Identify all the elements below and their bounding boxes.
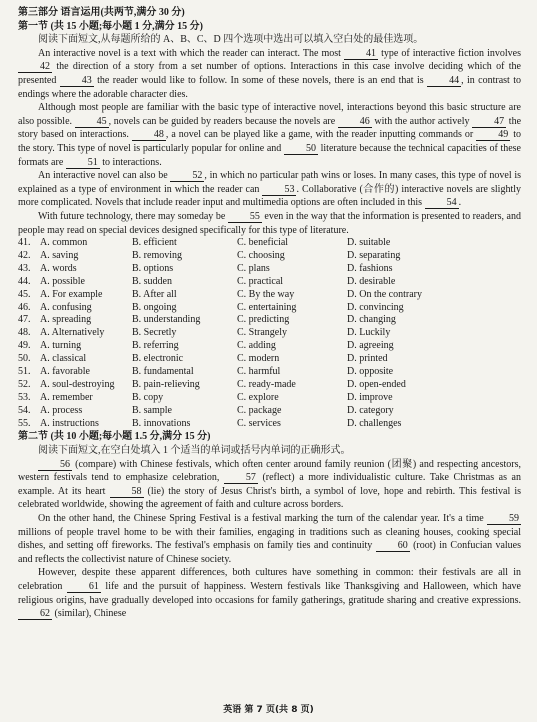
passage2-paragraph-3: However, despite these apparent differences, both cultures have something in common: their festivals are all in celebration 61 life and the pursuit of happiness. Western festivals like Thanksgiving and Halloween, which have religious origins, have gradually developed into occasions for family gatherings, gratitude sharing and creative expressions. 62 (similar), Chinese [18,567,521,620]
blank-57: 57 [224,472,258,484]
blank-54: 54 [425,197,459,209]
blank-52: 52 [170,170,204,182]
option-row-48: 48. A. Alternatively B. Secretly C. Strangely D. Luckily [18,327,391,339]
blank-50: 50 [284,143,318,155]
blank-59: 59 [487,513,521,525]
passage2-paragraph-1: 56 (compare) with Chinese festivals, which often center around family reunion (团聚) and respecting ancestors, western festivals tend to emphasize celebration, 57 (reflect) a more individualistic culture. Take Christmas as an example. At its heart 58 (lie) the story of Jesus Christ's birth, a symbol of love, hope and rebirth. This festival is celebrated worldwide, showing the agreement of faith and culture across borders. [18,458,521,511]
option-row-42: 42. A. saving B. removing C. choosing D. separating [18,249,401,261]
option-row-54: 54. A. process B. sample C. package D. category [18,404,394,416]
blank-48: 48 [132,129,166,141]
blank-51: 51 [66,157,100,169]
blank-61: 61 [67,581,101,593]
option-row-50: 50. A. classical B. electronic C. modern D. printed [18,353,388,365]
option-row-46: 46. A. confusing B. ongoing C. entertaining D. convincing [18,301,404,313]
option-row-52: 52. A. soul-destroying B. pain-relieving C. ready-made D. open-ended [18,378,406,390]
passage1-paragraph-4: With future technology, there may someday be 55 even in the way that the information is presented to readers, and people may read on special devices designed specifically for this type of literature. [18,210,521,236]
part-title: 第三部分 语言运用(共两节,满分 30 分) [18,7,185,18]
section1-instruction: 阅读下面短文,从每题所给的 A、B、C、D 四个选项中选出可以填入空白处的最佳选项。 [38,34,424,46]
option-row-41: 41. A. common B. efficient C. beneficial D. suitable [18,237,391,249]
options-list [18,237,521,430]
blank-55: 55 [228,211,262,223]
option-row-51: 51. A. favorable B. fundamental C. harmful D. opposite [18,366,394,377]
option-row-55: 55. A. instructions B. innovations C. services D. challenges [18,417,402,429]
passage1-paragraph-3: An interactive novel can also be 52 , in which no particular path wins or loses. In many cases, this type of novel is explained as a type of environment in which the reader can 53 . Collaborative (合作的) interactive novels are slightly more complicated. Novels that include reader input and multimedia options are often included in this 54 . [18,170,522,209]
option-row-53: 53. A. remember B. copy C. explore D. improve [18,391,393,403]
option-row-49: 49. A. turning B. referring C. adding D. agreeing [18,340,394,352]
blank-45: 45 [75,116,109,128]
blank-46: 46 [338,116,372,128]
page-footer: 英语 第 7 页(共 8 页) [223,705,314,716]
section1-title: 第一节 (共 15 小题;每小题 1 分,满分 15 分) [18,20,203,32]
option-row-47: 47. A. spreading B. understanding C. predicting D. changing [18,314,396,326]
blank-62: 62 [18,608,52,620]
blank-60: 60 [376,540,410,552]
passage1-paragraph-2: Although most people are familiar with the basic type of interactive novel, interactions beyond this basic structure are also possible. 45 , novels can be guided by readers because the novels are 46 with the author actively 47 the story based on interactions. 48 , a novel can be played like a game, with the reader inputting commands or 49 to the story. This type of novel is particularly popular for online and 50 literature because the technical capacities of these formats are 51 to interactions. [18,102,522,168]
blank-47: 47 [472,116,506,128]
blank-42: 42 [18,61,52,73]
blank-49: 49 [476,129,510,141]
blank-56: 56 [38,459,72,471]
passage1-paragraph-1: An interactive novel is a text with which the reader can interact. The most 41 type of interactive fiction involves 42 the direction of a story from a set number of options. Interactions in this case involve deciding which of the presented 43 the reader would like to follow. In some of these novels, there is an end that is 44 , in contrast to endings where the adorable character dies. [18,47,522,100]
option-row-45: 45. A. For example B. After all C. By the way D. On the contrary [18,288,422,300]
blank-44: 44 [427,75,461,87]
section2-instruction: 阅读下面短文,在空白处填入 1 个适当的单词或括号内单词的正确形式。 [38,445,351,457]
blank-43: 43 [60,75,94,87]
option-row-43: 43. A. words B. options C. plans D. fashions [18,262,393,274]
option-row-44: 44. A. possible B. sudden C. practical D. desirable [18,275,396,287]
section2-title: 第二节 (共 10 小题;每小题 1.5 分,满分 15 分) [18,431,211,443]
passage2-paragraph-2: On the other hand, the Chinese Spring Festival is a festival marking the turn of the calendar year. It's a time 59 millions of people travel home to be with their families, engaging in traditions such as cleaning houses, cooking special dishes, and setting off fireworks. The festival's emphasis on family ties and continuity 60 (root) in Confucian values and reflects the collectivist nature of Chinese society. [18,513,522,565]
blank-53: 53 [262,184,296,196]
blank-41: 41 [344,48,378,60]
blank-58: 58 [110,486,144,498]
